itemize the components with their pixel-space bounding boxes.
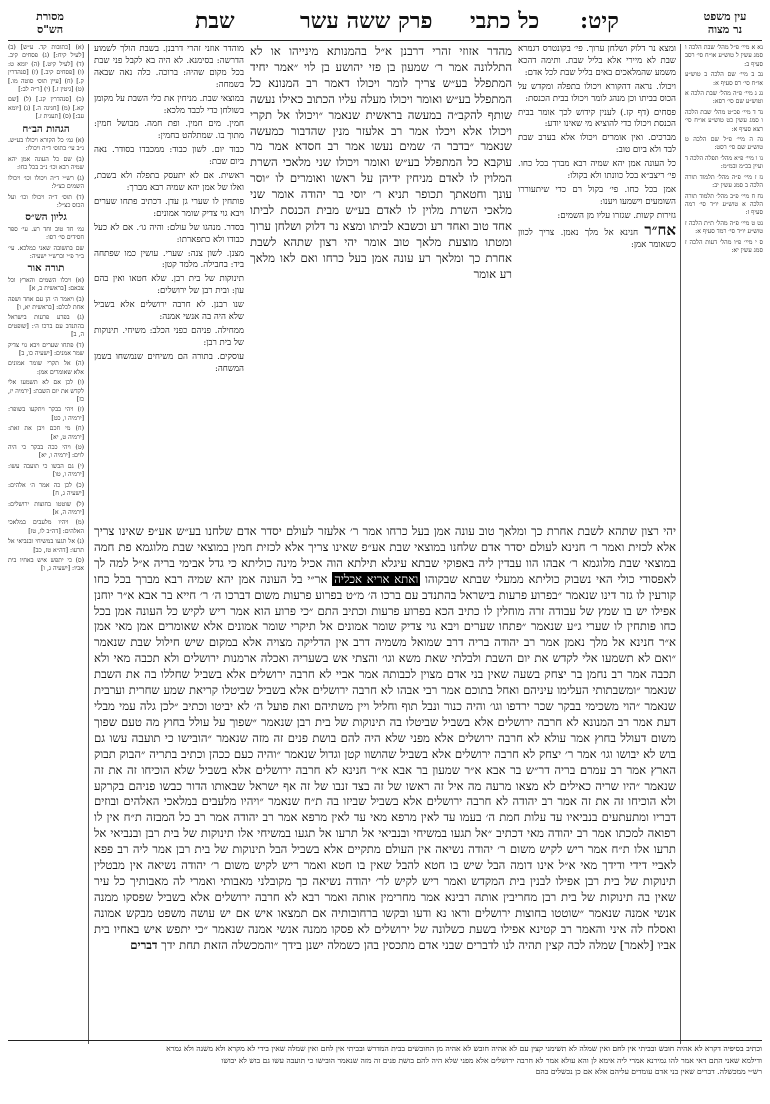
torah-or-entry: (ס) כי יתפש איש באחיו בית אביו: [ישעיה ג, ו] (8, 556, 84, 573)
gilyon-entry: גמ׳ חד טוב וחד רע. עי׳ ספר חסידים סי׳ רסו: (8, 225, 84, 242)
tosafot-paragraph: אמן בכל כחו. פי׳ בקול רם כדי שיתעוררו השומעים וישמעו ויענו: (518, 184, 676, 207)
rashi-paragraph: במוצאי שבת. מניחין את כלי השבת על מקומן בשולחן כדי לכבד מלכא: (94, 93, 244, 116)
rashi-paragraph: שנו רבנן. לא חרבה ירושלים אלא בשביל שלא היה בה אנשי אמנה: (94, 300, 244, 323)
rashi-paragraph: ראשית. אם לא יתעסק בתפלה ולא בשבת, ואלו של אמן יהא שמיה רבא מברך: (94, 171, 244, 193)
rashi-paragraph: כבוד יום. לשון כבוד: ממכבדו בסודר. נאה ביום שבת: (94, 145, 244, 168)
header-masoret-label (18, 10, 82, 36)
torah-or-title: תורה אור (27, 263, 65, 275)
rashi-paragraph: ממחילה. פניהם כפני הכלב: משיחי. תינוקות של בית רבן: (94, 325, 244, 348)
footer-notes (8, 1044, 762, 1100)
tosafot-siyum-word: אח״ר (644, 220, 676, 239)
header-ein-mishpat-label (690, 10, 760, 36)
rashi-paragraph: מוהדר אוזני זהרי דרבנן. בשבת הולך לשמוע הדרשה: בסימנא. לא היה בא לקבל פני שבת בכל מקום שהיה: ברוכה. כלה נאה שבאה בשמחה: (94, 44, 244, 90)
tosafot-paragraph: פסחים (דף קז.) לענין קידוש לכך אומר בבית הכנסת ויכולו כדי להוציא מי שאינו יודע: (518, 107, 676, 130)
masoret-entry: (כ) [סנהדרין קג.] (ל) [שם קא.] (מ) [חגיגה ה.] (נ) [יומא עב:] (ס) [תענית ז.] (8, 96, 84, 121)
gemara-upper: מהדר אזוזי זהרי דרבנן א״ל בהמנותא מינייהו או לא התללונה אמר ר׳ שמעון בן פזי יהושע בן לוי ״אמר יחיד המתפלל בע״ש צריך לומר ויכולו דאמר רב המנונא כל המתפלל בע״ש ואומר ויכולו מעלה עליו הכתוב כאילו נעשה שותף להקב״ה במעשה בראשית שנאמר ״ויכולו אל תקרי ויכולו אלא ויכלו אמר רב אלעזר מנין שהדבור כמעשה שנאמר ״בדבר ה׳ שמים נעשו אמר רב חסדא אמר מר עוקבא כל המתפלל בע״ש ואומר ויכולו שני מלאכי השרת המלוין לו לאדם מניחין ידיהן על ראשו ואומרים לו ״וסר עונך וחטאתך תכופר תניא ר׳ יוסי בר יהודה אומר שני מלאכי השרת מלוין לו לאדם בע״ש מבית הכנסת לביתו אחד טוב ואחד רע וכשבא לביתו ומצא נר דלוק ושלחן ערוך ומטתו מוצעת מלאך טוב אומר יהי רצון שתהא לשבת אחרת כך ומלאך רע עונה אמן בעל כרחו ואם לאו מלאך רע אומר (250, 44, 512, 281)
rashi-paragraph: בסדר. מנהגו של עולם: והיה גו׳. אם לא כעל כבודו ולא כתפארתו: (94, 222, 244, 245)
left-margin-divider (88, 44, 89, 1044)
header-perek: כל כתבי (470, 8, 540, 34)
footer-note-line: וכתיב בסיפיה דקרא לא אהיה חובש ובביתי אין לחם ואין שמלה לא תשימני קצין עם לא אהיה חובש לא אהיה מן החובשים בבית המדרש ובביתי אין לחם ואין שמלה שאין בידי לא מקרא ולא משנה ולא גמרא (166, 1044, 762, 1053)
torah-or-entry: (ט) ויהי ככה בבקר כי היה לוים: [ירמיה ו, יא] (8, 444, 84, 460)
rashi-paragraph: עוסקים. בתורה הם משיחים שנמשחו בשמן המשחה: (94, 351, 244, 374)
left-margin (8, 44, 84, 1044)
gilyon-entry: שם בתשובה שאני כמלכא. עי׳ ב״ר פ״י וברש״י ישעיה: (8, 244, 84, 260)
header-perek-name: פרק ששה עשר (300, 8, 433, 34)
gemara-lower (94, 524, 676, 1034)
ein-mishpat-entry: נד ד מיי׳ פכ״ט מהל׳ שבת הלכה ו סמג עשין כט טוש״ע או״ח סי׳ רצא סעיף א: (685, 108, 763, 133)
header-rule (8, 40, 762, 41)
tosafot-paragraph: כל העונה אמן יהא שמיה רבא מברך בכל כחו. פי׳ ריצב״א בכל כוונתו ולא בקולו: (518, 159, 676, 182)
torah-or-entry: (כ) לכן כה אמר ה׳ אלהים: [ישעיה ג, ח] (8, 481, 84, 498)
torah-or-entry: (ה) אל תקרי שומר אמונים אלא שאומרים אמן: (8, 360, 84, 376)
right-margin-divider (680, 44, 681, 1044)
torah-or-entry: (ז) ויהי בבקר ויתקעו בשופר: [ירמיה ו, כט] (8, 406, 84, 422)
ein-mishpat-entry: נו ו מיי׳ פ״א מהל׳ תפלה הלכה ד ועיין בכ״מ ובמ״מ: (685, 154, 763, 171)
ein-mishpat-label-text: עין משפט נר מצוה (703, 10, 747, 36)
rashi-paragraph: חמין. מים חמין. ופת חמה. מבושל חמין: מתוך בו. שמתלהט בחמין: (94, 119, 244, 142)
header-tractate: שבת (195, 8, 235, 34)
tosafot-commentary (518, 44, 676, 522)
torah-or-entry: (מ) ויהיו מלעבים במלאכי האלהים: [דה״ב לו, טז] (8, 519, 84, 535)
tosafot-paragraph: ויכולו. נראה דהקורא ויכולו בתפלה ומקדש על הכוס בביתו וכן מנהג לומר ויכולו בבית הכנסת: (518, 81, 676, 104)
hagahot-title: הגהות הב״ח (22, 123, 70, 135)
rashi-paragraph: מצנן. לשון צנה: שערי. עושין כמו שפתחה ביד: בחבילה. מלמד קטן: (94, 248, 244, 271)
torah-or-entry: (ו) לכן אם לא תשמעו אלי לקדש את יום השבת: [ירמיה יז, כז] (8, 379, 84, 404)
tosafot-paragraph: גזירות קשות. שגזרו עליו מן השמים: (557, 210, 676, 221)
tosafot-paragraph: מברכים. ואין אומרים ויכולו אלא בערב שבת לבד ולא ביום טוב: (518, 133, 676, 156)
torah-or-entry: (ג) בפרע פרעות בישראל בהתנדב עם ברכו ה׳: [שופטים ה, ב] (8, 314, 84, 339)
ein-mishpat-entry: ס י מיי׳ פ״ו מהל׳ דעות הלכה ז סמג עשין יא: (685, 238, 763, 254)
masoret-entry: (א) [כתובות קד. ע״ש] (ב) [לעיל קיח:] (ג) פסחים קיב. (ד) [לעיל קיט.] (ה) יומא ט: (ו) [פסחים קיב.] (ז) [סנהדרין ק.] (ח) [עיין תוס׳ סוטה מו.] (ט) [גיטין ז.] (י) [ר״ה לב:] (8, 44, 84, 94)
footer-note-line: רש״י ממכשלה. דברים שאין בני אדם עומדים עליהם אלא אם כן נכשלים בהם (535, 1067, 762, 1077)
hagahot-entry: (א) גמ׳ כל הקורא ויכולו בע״ש. נ״ב עי׳ בתוס׳ ד״ה ויכולו: (8, 137, 84, 153)
torah-or-entry: (נ) אל תגעו במשיחי ובנביאי אל תרעו: [דה״א טז, כב] (8, 538, 84, 554)
torah-or-entry: (י) גם הבשו כי תועבה עשו: [ירמיה ו, טו] (8, 462, 84, 479)
tosafot-siyum (518, 220, 676, 252)
right-margin-ein-mishpat (685, 44, 763, 644)
ein-mishpat-entry: נא א מיי׳ פ״ל מהל׳ שבת הלכה ו סמג עשין ל טוש״ע או״ח סי׳ רסב סעיף ב: (685, 44, 763, 68)
masoret-entries (8, 44, 84, 122)
tosafot-siyum-tail: חנינא אל מלך נאמן. צריך לכוון כשאומר אמן: (518, 227, 676, 250)
gemara-lower-after: אר״י בל העונה אמן יהא שמיה רבא מברך בכל כחו קורעין לו גזר דינו שנאמר ״בפרוע פרעות בישראל בהתנדב עם ברכו ה׳ מ״ט בפרוע פרעות משום דברכו ה׳ ר׳ חייא בר אבא א״ר יוחנן אפילו יש בו שמץ של עבודה זרה מוחלין לו כתיב הכא בפרוע פרעות וכתיב התם ״כי פרוע הוא אמר ריש לקיש כל העונה אמן בכל כחו פותחין לו שערי ג״ע שנאמר ״פתחו שערים ויבא גוי צדיק שומר אמונים אל תיקרי שומר אמונים אלא שאומרים אמן מאי אמן א״ר חנינא אל מלך נאמן אמר רב יהודה בריה דרב שמואל משמיה דרב אין הדליקה מצויה אלא במקום שיש חילול שבת שנאמר ״ואם לא תשמעו אלי לקדש את יום השבת ולבלתי שאת משא וגו׳ והצתי אש בשעריה ואכלה ארמנות ירושלים ולא תכבה מאי ולא תכבה אמר רב נחמן בר יצחק בשעה שאין בני אדם מצוין לכבותה אמר אביי לא חרבה ירושלים אלא בשביל שחללו בה את השבת שנאמר ״ומשבתותי העלימו עיניהם ואחל בתוכם אמר רבי אבהו לא חרבה ירושלים אלא בשביל שביטלו קריאת שמע שחרית וערבית שנאמר ״הוי משכימי בבקר שכר ירדפו וגו׳ והיה כנור ונבל תוף וחליל ויין משתיהם ואת פועל ה׳ לא יביטו וכתיב ״לכן גלה עמי מבלי דעת אמר רב המנונא לא חרבה ירושלים אלא בשביל שביטלו בה תינוקות של בית רבן שנאמר ״שפוך על עולל בחוץ מה טעם שפוך משום דעולל בחוץ אמר עולא לא חרבה ירושלים אלא מפני שלא היה להם בושת פנים זה מזה שנאמר ״הובישו כי תועבה עשו גם בוש לא יבושו וגו׳ אמר ר׳ יצחק לא חרבה ירושלים אלא בשביל שהושוו קטן וגדול שנאמר ״והיה כעם ככהן וכתיב בתריה ״הבוק תבוק הארץ אמר רב עמרם בריה דר״ש בר אבא א״ר שמעון בר אבא א״ר חנינא לא חרבה ירושלים אלא בשביל שלא הוכיחו זה את זה שנאמר ״היו שריה כאילים לא מצאו מרעה מה איל זה ראשו של זה בצד זנבו של זה אף ישראל שבאותו הדור כבשו פניהם בקרקע ולא הוכיחו זה את זה אמר רב יהודה לא חרבה ירושלים אלא בשביל שביזו בה ת״ח שנאמר ״ויהיו מלעבים במלאכי האלהים ובוזים דבריו ומתעתעים בנביאיו עד עלות חמת ה׳ בעמו עד לאין מרפא מאי עד לאין מרפא אמר רב יהודה אמר רב כל המבזה ת״ח אין לו רפואה למכתו אמר רב יהודה מאי דכתיב ״אל תגעו במשיחי ובנביאי אל תרעו אל תגעו במשיחי אלו תינוקות של בית רבן ובנביאי אל תרעו אלו ת״ח אמר ריש לקיש משום ר׳ יהודה נשיאה אין העולם מתקיים אלא בשביל הבל תינוקות של בית רבן אמר ליה רב פפא לאביי דידי ודידך מאי א״ל אינו דומה הבל שיש בו חטא להבל שאין בו חטא ואמר ריש לקיש משום ר׳ יהודה נשיאה אין מבטלין תינוקות של בית רבן אפילו לבנין בית המקדש ואמר ריש לקיש לר׳ יהודה נשיאה כך מקובלני מאבותי ואמרי לה מאבותיך כל עיר שאין בה תינוקות של בית רבן מחריבין אותה רבינא אמר מחרימין אותה ואמר רבא לא חרבה ירושלים אלא בשביל שפסקו ממנה אנשי אמנה שנאמר ״שוטטו בחוצות ירושלים וראו נא ודעו ובקשו ברחובותיה אם תמצאו איש אם יש עושה משפט מבקש אמונה ואסלח לה איני והאמר רב קטינא אפילו בשעת כשלונה של ירושלים לא פסקו ממנה אנשי אמנה שנאמר ״כי יתפש איש באחיו בית אביו [לאמר] שמלה לכה קצין תהיה לנו לדברים שבני אדם מתכסין בהן כשמלה ישנן בידך ״והמכשלה הזאת תחת ידך (94, 571, 676, 952)
gilyon-title: גליון הש״ס (25, 212, 67, 224)
header-folio: קיט: (580, 8, 619, 34)
torah-or-entry: (ל) שוטטו בחוצות ירושלים: [ירמיה ה, א] (8, 500, 84, 516)
rashi-commentary (94, 44, 244, 522)
hagahot-entry: (ב) שם כל העונה אמן יהא שמיה רבא וכו׳ נ״ב בכל כחו: (8, 155, 84, 172)
torah-or-entry: (ב) ויאמר ה׳ הן עם אחד ושפה אחת לכלם: [בראשית יא, ו] (8, 295, 84, 311)
masoret-label-text: מסורת הש"ס (36, 10, 64, 36)
ein-mishpat-entry: נב ב מיי׳ שם הלכה ב טוש״ע או״ח סי׳ רס סעיף א: (685, 71, 763, 87)
ein-mishpat-entry: נג ג מיי׳ פ״ה מהל׳ שבת הלכה א וטוש״ע שם סי׳ רסא: (685, 90, 763, 106)
rashi-paragraph: תינוקות של בית רבן. שלא חטאו ואין בהם עון: ובית רבן של ירושלים: (94, 274, 244, 297)
gemara-end-word: דברים (130, 937, 158, 952)
ein-mishpat-entry: נה ה מיי׳ פ״ל שם הלכה ט טוש״ע שם סי׳ רסט: (685, 136, 763, 152)
hagahot-entry: (ג) רש״י ד״ה ויכולו וכו׳ ויכולו השמים כצ״ל: (8, 174, 84, 191)
torah-or-entry: (ח) מי חכם ויבן את זאת: [ירמיה ט, יא] (8, 425, 84, 441)
ein-mishpat-entry: נח ח מיי׳ פ״ב מהל׳ תלמוד תורה הלכה א טוש״ע יו״ד סי׳ רמה סעיף ז: (685, 192, 763, 217)
hagahot-entry: (ד) תוס׳ ד״ה ויכולו וכו׳ ועל הכוס כצ״ל: (8, 193, 84, 209)
footer-rule (8, 1040, 762, 1041)
tosafot-paragraph: ומצא נר דלוק ושלחן ערוך. פי׳ בקונטרס דגמרא שבת לא מיירי אלא בליל שבת. ותימה דהכא משמע שהמלאכים באים בליל שבת לכל אדם: (518, 44, 676, 78)
torah-or-entry: (א) ויכלו השמים והארץ וכל צבאם: [בראשית ב, א] (8, 276, 84, 293)
gemara-lower-before: יהי רצון שתהא לשבת אחרת כך ומלאך טוב עונה אמן בעל כרחו אמר ר׳ אלעזר לעולם יסדר אדם שלחנו בע״ש אע״פ שאינו צריך אלא לכזית ואמר ר׳ חנינא לעולם יסדר אדם שלחנו במוצאי שבת אע״פ שאינו צריך אלא לכזית חמין במוצאי שבת מלוגמא פת חמה במוצאי שבת מלוגמא ר׳ אבהו הוו עבדין ליה באפוקי שבתא עיגלא תילתא הוה אכיל מינה כוליתא כי גדל אבימי בריה א״ל למה לך לאפסודי כולי האי נשבוק כוליתא ממעלי שבתא שבקוהו (94, 524, 676, 586)
torah-or-entry: (ד) פתחו שערים ויבא גוי צדיק שמר אמנים: [ישעיה כו, ב] (8, 341, 84, 357)
rashi-paragraph: פותחין לו שערי גן עדן. דכתיב פתחו שערים ויבא גוי צדיק שומר אמונים: (94, 196, 244, 219)
gemara-highlight: ואתא אריא אכליה (334, 571, 419, 586)
footer-note-line: ודילמא שאני התם דאי אמר להו גמירנא אמרי ליה אימא לן והא עולא אמר לא חרבה ירושלים אלא מפני שלא היה להם בושת פנים זה מזה שנאמר הובישו כי תועבה עשו גם בוש לא יבושו (221, 1055, 762, 1065)
ein-mishpat-entry: נט ט מיי׳ פ״ה מהל׳ ת״ת הלכה ז טוש״ע יו״ד סי׳ רמד סעיף א: (685, 219, 763, 236)
ein-mishpat-entry: נז ז מיי׳ פ״ה מהל׳ תלמוד תורה הלכה ב סמג עשין יב: (685, 173, 763, 190)
